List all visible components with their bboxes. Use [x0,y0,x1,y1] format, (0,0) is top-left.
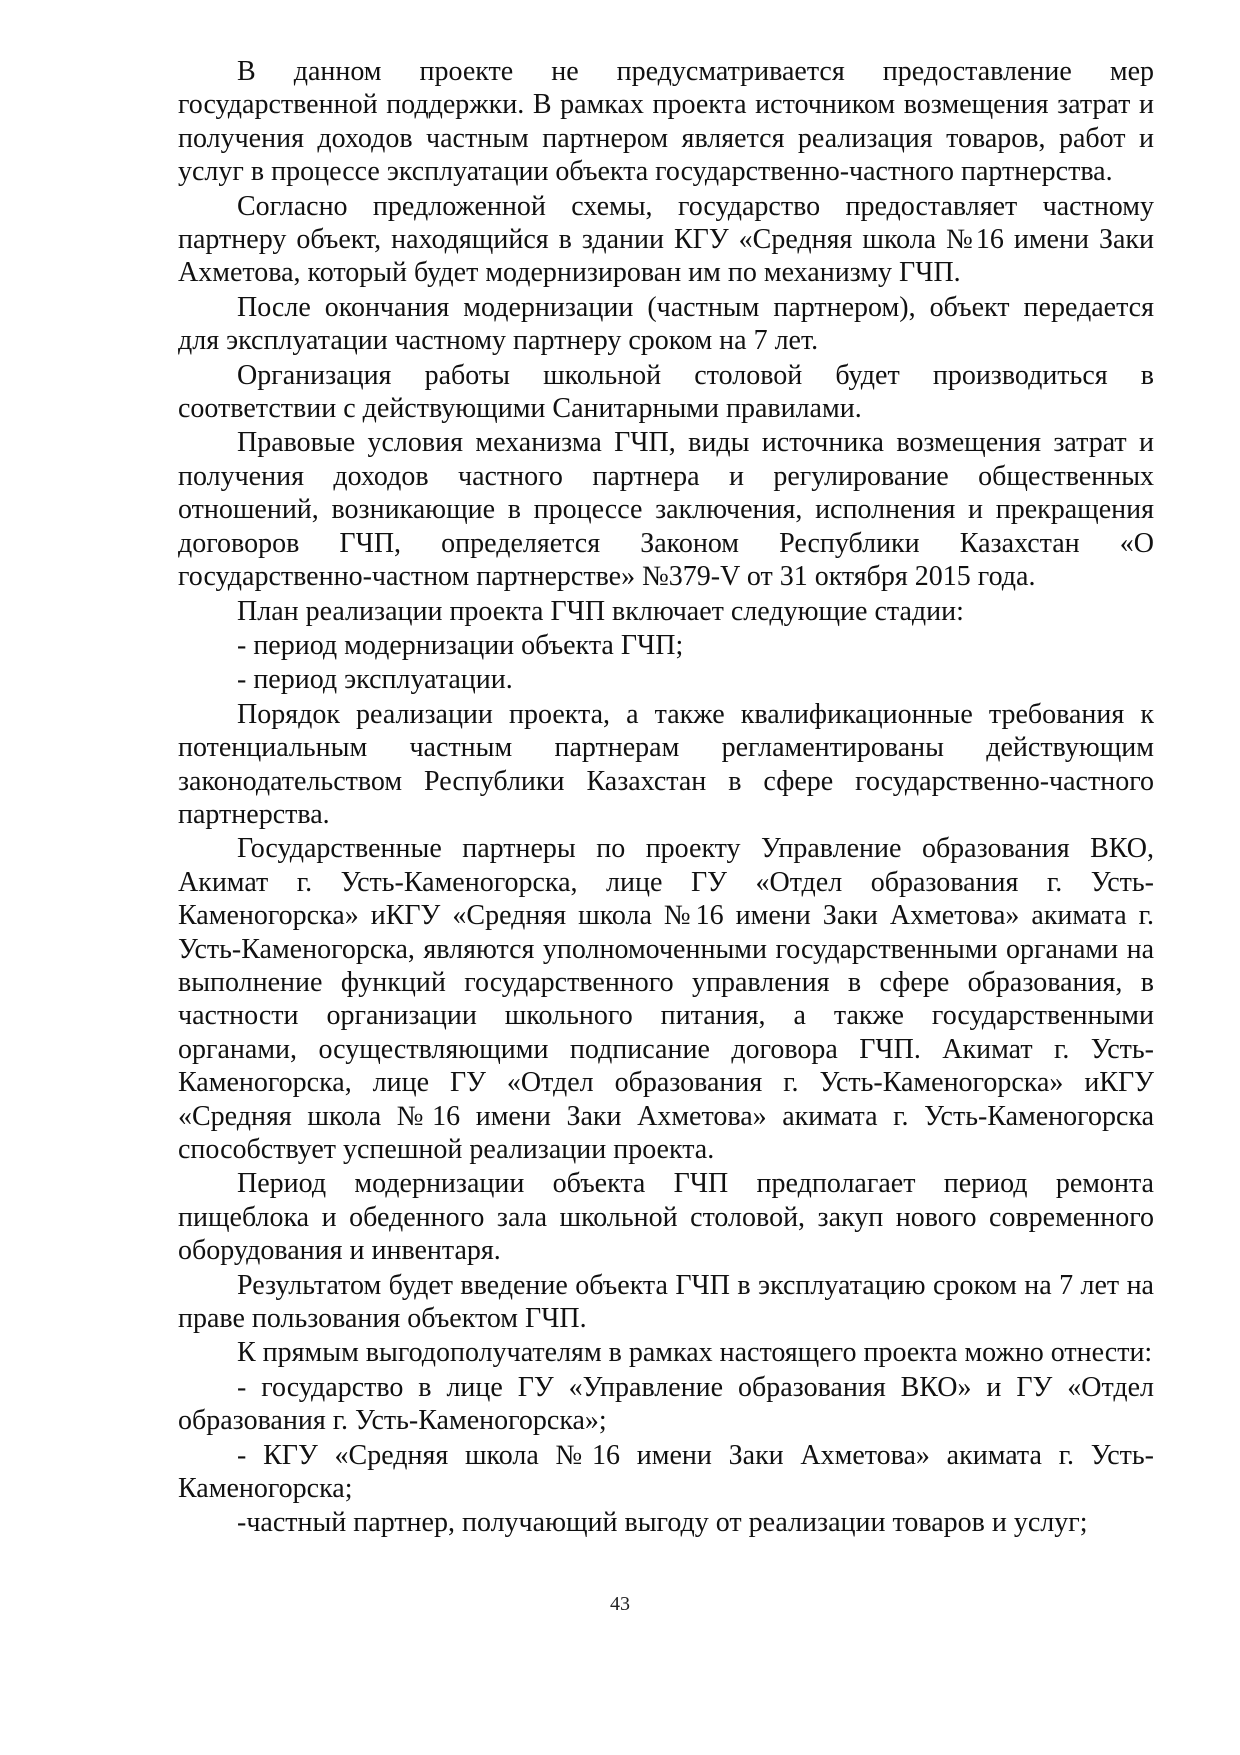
list-item: - период модернизации объекта ГЧП; [237,629,684,661]
page-number: 43 [610,1593,630,1615]
paragraph: План реализации проекта ГЧП включает следующие стадии: [237,595,964,627]
list-item: -частный партнер, получающий выгоду от реализации товаров и услуг; [237,1507,1088,1539]
paragraph: Правовые условия механизма ГЧП, виды источника возмещения затрат и получения доходов частного партнера и регулирование общественных отношений, возникающие в процессе заключения, исполнения и прекращения договоров ГЧП, определяется Законом Республики Казахстан «О государственно-частном партнерстве» №379-V от 31 октября 2015 года. [178,427,1154,593]
paragraph: Результатом будет введение объекта ГЧП в эксплуатацию сроком на 7 лет на праве пользования объектом ГЧП. [178,1269,1154,1335]
paragraph: К прямым выгодополучателям в рамках настоящего проекта можно отнести: [237,1337,1153,1369]
paragraph: Порядок реализации проекта, а также квалификационные требования к потенциальным частным партнерам регламентированы действующим законодательством Республики Казахстан в сфере государственно-частного партнерства. [178,698,1154,830]
paragraph: Государственные партнеры по проекту Управление образования ВКО, Акимат г. Усть-Каменогорска, лице ГУ «Отдел образования г. Усть-Каменогорска» иКГУ «Средняя школа №16 имени Заки Ахметова» акимата г. Усть-Каменогорска, являются уполномоченными государственными органами на выполнение функций государственного управления в сфере образования, в частности организации школьного питания, а также государственными органами, осуществляющими подписание договора ГЧП. Акимат г. Усть-Каменогорска, лице ГУ «Отдел образования г. Усть-Каменогорска» иКГУ «Средняя школа №16 имени Заки Ахметова» акимата г. Усть-Каменогорска способствует успешной реализации проекта. [178,833,1154,1165]
paragraph: После окончания модернизации (частным партнером), объект передается для эксплуатации частному партнеру сроком на 7 лет. [178,291,1154,357]
paragraph: Организация работы школьной столовой будет производиться в соответствии с действующими Санитарными правилами. [178,359,1154,425]
list-item: - государство в лице ГУ «Управление образования ВКО» и ГУ «Отдел образования г. Усть-Каменогорска»; [178,1371,1154,1437]
list-item: - период эксплуатации. [237,664,513,696]
paragraph: Согласно предложенной схемы, государство предоставляет частному партнеру объект, находящийся в здании КГУ «Средняя школа №16 имени Заки Ахметова, который будет модернизирован им по механизму ГЧП. [178,190,1154,289]
paragraph: Период модернизации объекта ГЧП предполагает период ремонта пищеблока и обеденного зала школьной столовой, закуп нового современного оборудования и инвентаря. [178,1168,1154,1267]
list-item: - КГУ «Средняя школа №16 имени Заки Ахметова» акимата г. Усть-Каменогорска; [178,1439,1154,1505]
document-body [178,55,1154,1540]
paragraph: В данном проекте не предусматривается предоставление мер государственной поддержки. В рамках проекта источником возмещения затрат и получения доходов частным партнером является реализация товаров, работ и услуг в процессе эксплуатации объекта государственно-частного партнерства. [178,56,1154,188]
